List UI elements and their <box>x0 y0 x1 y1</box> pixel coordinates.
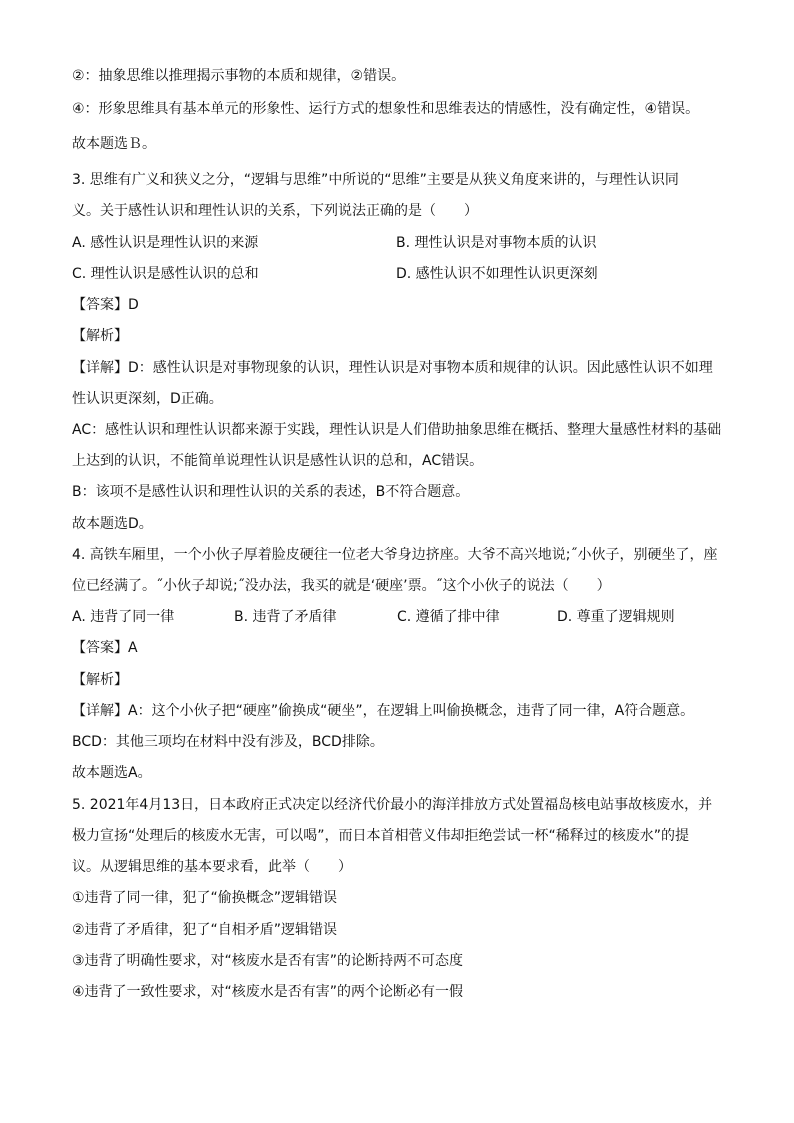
question-4-answer: 【答案】A <box>72 640 138 656</box>
question-5-stem: 极力宣扬“处理后的核废水无害，可以喝”，而日本首相菅义伟却拒绝尝试一杯“稀释过的核废水”的提 <box>72 828 690 844</box>
question-3-answer: 【答案】D <box>72 297 139 313</box>
question-3-conclusion: 故本题选D。 <box>72 516 153 532</box>
question-4-detail: BCD：其他三项均在材料中没有涉及，BCD排除。 <box>72 734 384 750</box>
question-3-detail: 性认识更深刻，D正确。 <box>72 391 223 407</box>
question-4-option-c: C. 遵循了排中律 <box>397 609 500 625</box>
question-4-stem: 4. 高铁车厢里，一个小伙子厚着脸皮硬往一位老大爷身边挤座。大爷不高兴地说;˝小伙子，别硬坐了，座 <box>72 547 718 563</box>
question-4-option-a: A. 违背了同一律 <box>72 609 175 625</box>
question-3-option-d: D. 感性认识不如理性认识更深刻 <box>396 266 598 282</box>
question-3-stem: 义。关于感性认识和理性认识的关系，下列说法正确的是（ ） <box>72 203 478 219</box>
question-5-stem: 议。从逻辑思维的基本要求看，此举（ ） <box>72 859 352 875</box>
question-3-option-b: B. 理性认识是对事物本质的认识 <box>396 235 597 251</box>
question-3-analysis-label: 【解析】 <box>72 328 128 344</box>
question-4-option-b: B. 违背了矛盾律 <box>234 609 337 625</box>
question-3-stem: 3. 思维有广义和狭义之分，“逻辑与思维”中所说的“思维”主要是从狭义角度来讲的，与理性认识同 <box>72 172 679 188</box>
text-line: 故本题选Ｂ。 <box>72 136 156 152</box>
question-3-detail: AC：感性认识和理性认识都来源于实践，理性认识是人们借助抽象思维在概括、整理大量感性材料的基础 <box>72 422 722 438</box>
question-5-statement-2: ②违背了矛盾律，犯了“自相矛盾”逻辑错误 <box>72 922 338 938</box>
question-5-statement-3: ③违背了明确性要求，对“核废水是否有害”的论断持两不可态度 <box>72 953 464 969</box>
question-3-option-c: C. 理性认识是感性认识的总和 <box>72 266 259 282</box>
text-line: ④：形象思维具有基本单元的形象性、运行方式的想象性和思维表达的情感性，没有确定性，④错误。 <box>72 101 700 117</box>
question-4-stem: 位已经满了。˝小伙子却说;˝没办法，我买的就是‘硬座’票。˝这个小伙子的说法（ ） <box>72 578 611 594</box>
question-4-analysis-label: 【解析】 <box>72 672 128 688</box>
question-3-detail: 【详解】D：感性认识是对事物现象的认识，理性认识是对事物本质和规律的认识。因此感性认识不如理 <box>72 360 713 376</box>
question-4-option-d: D. 尊重了逻辑规则 <box>557 609 675 625</box>
question-4-detail: 【详解】A：这个小伙子把“硬座”偷换成“硬坐”，在逻辑上叫偷换概念，违背了同一律，A符合题意。 <box>72 703 695 719</box>
question-5-stem: 5. 2021年4月13日，日本政府正式决定以经济代价最小的海洋排放方式处置福岛核电站事故核废水，并 <box>72 797 713 813</box>
question-3-option-a: A. 感性认识是理性认识的来源 <box>72 235 259 251</box>
question-4-conclusion: 故本题选A。 <box>72 765 152 781</box>
text-line: ②：抽象思维以推理揭示事物的本质和规律，②错误。 <box>72 68 406 84</box>
question-3-detail: 上达到的认识，不能简单说理性认识是感性认识的总和，AC错误。 <box>72 453 484 469</box>
question-5-statement-4: ④违背了一致性要求，对“核废水是否有害”的两个论断必有一假 <box>72 984 464 1000</box>
question-3-detail: B：该项不是感性认识和理性认识的关系的表述，B不符合题意。 <box>72 484 470 500</box>
question-5-statement-1: ①违背了同一律，犯了“偷换概念”逻辑错误 <box>72 890 338 906</box>
